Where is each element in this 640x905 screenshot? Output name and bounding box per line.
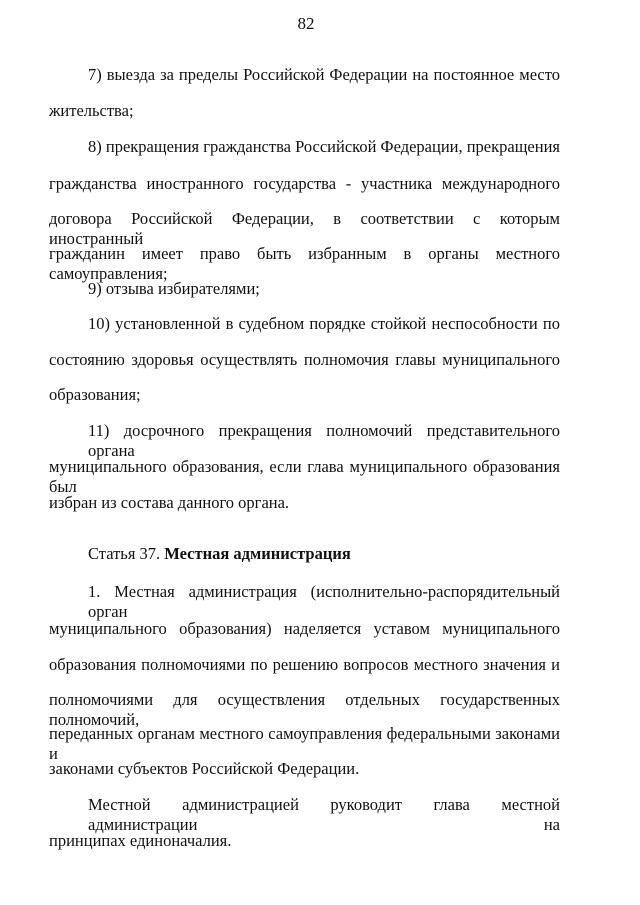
- item-11-line-1: 11) досрочного прекращения полномочий представительного органа: [88, 421, 560, 460]
- item-11-line-2: муниципального образования, если глава муниципального образования был: [49, 457, 560, 496]
- item-11-line-3: избран из состава данного органа.: [49, 493, 290, 512]
- page-number: 82: [297, 14, 315, 33]
- paragraph-2-line-2: принципах единоначалия.: [49, 831, 232, 850]
- paragraph-1-line-4: полномочиями для осуществления отдельных государственных полномочий,: [49, 690, 560, 729]
- article-heading: [88, 544, 560, 564]
- paragraph-1-line-6: законами субъектов Российской Федерации.: [49, 759, 360, 778]
- item-10-line-1: 10) установленной в судебном порядке стойкой неспособности по: [88, 314, 560, 333]
- paragraph-2-line-1: Местной администрацией руководит глава местной администрации на: [88, 795, 560, 834]
- item-8-line-3: договора Российской Федерации, в соответствии с которым иностранный: [49, 209, 560, 248]
- paragraph-1-line-3: образования полномочиями по решению вопросов местного значения и: [49, 655, 560, 674]
- item-7-line-2: жительства;: [49, 101, 134, 120]
- item-8-line-4: гражданин имеет право быть избранным в органы местного самоуправления;: [49, 244, 560, 283]
- item-9-line-1: 9) отзыва избирателями;: [88, 279, 260, 298]
- paragraph-1-line-5: переданных органам местного самоуправления федеральными законами и: [49, 724, 560, 763]
- paragraph-1-line-2: муниципального образования) наделяется уставом муниципального: [49, 619, 560, 638]
- item-8-line-1: 8) прекращения гражданства Российской Федерации, прекращения: [88, 137, 560, 156]
- item-10-line-2: состоянию здоровья осуществлять полномочия главы муниципального: [49, 350, 560, 369]
- item-10-line-3: образования;: [49, 385, 141, 404]
- paragraph-1-line-1: 1. Местная администрация (исполнительно-распорядительный орган: [88, 582, 560, 621]
- item-8-line-2: гражданства иностранного государства - участника международного: [49, 174, 560, 193]
- item-7-line-1: 7) выезда за пределы Российской Федерации на постоянное место: [88, 65, 560, 84]
- article-title: Местная администрация: [164, 544, 351, 563]
- article-number: Статья 37.: [88, 544, 161, 563]
